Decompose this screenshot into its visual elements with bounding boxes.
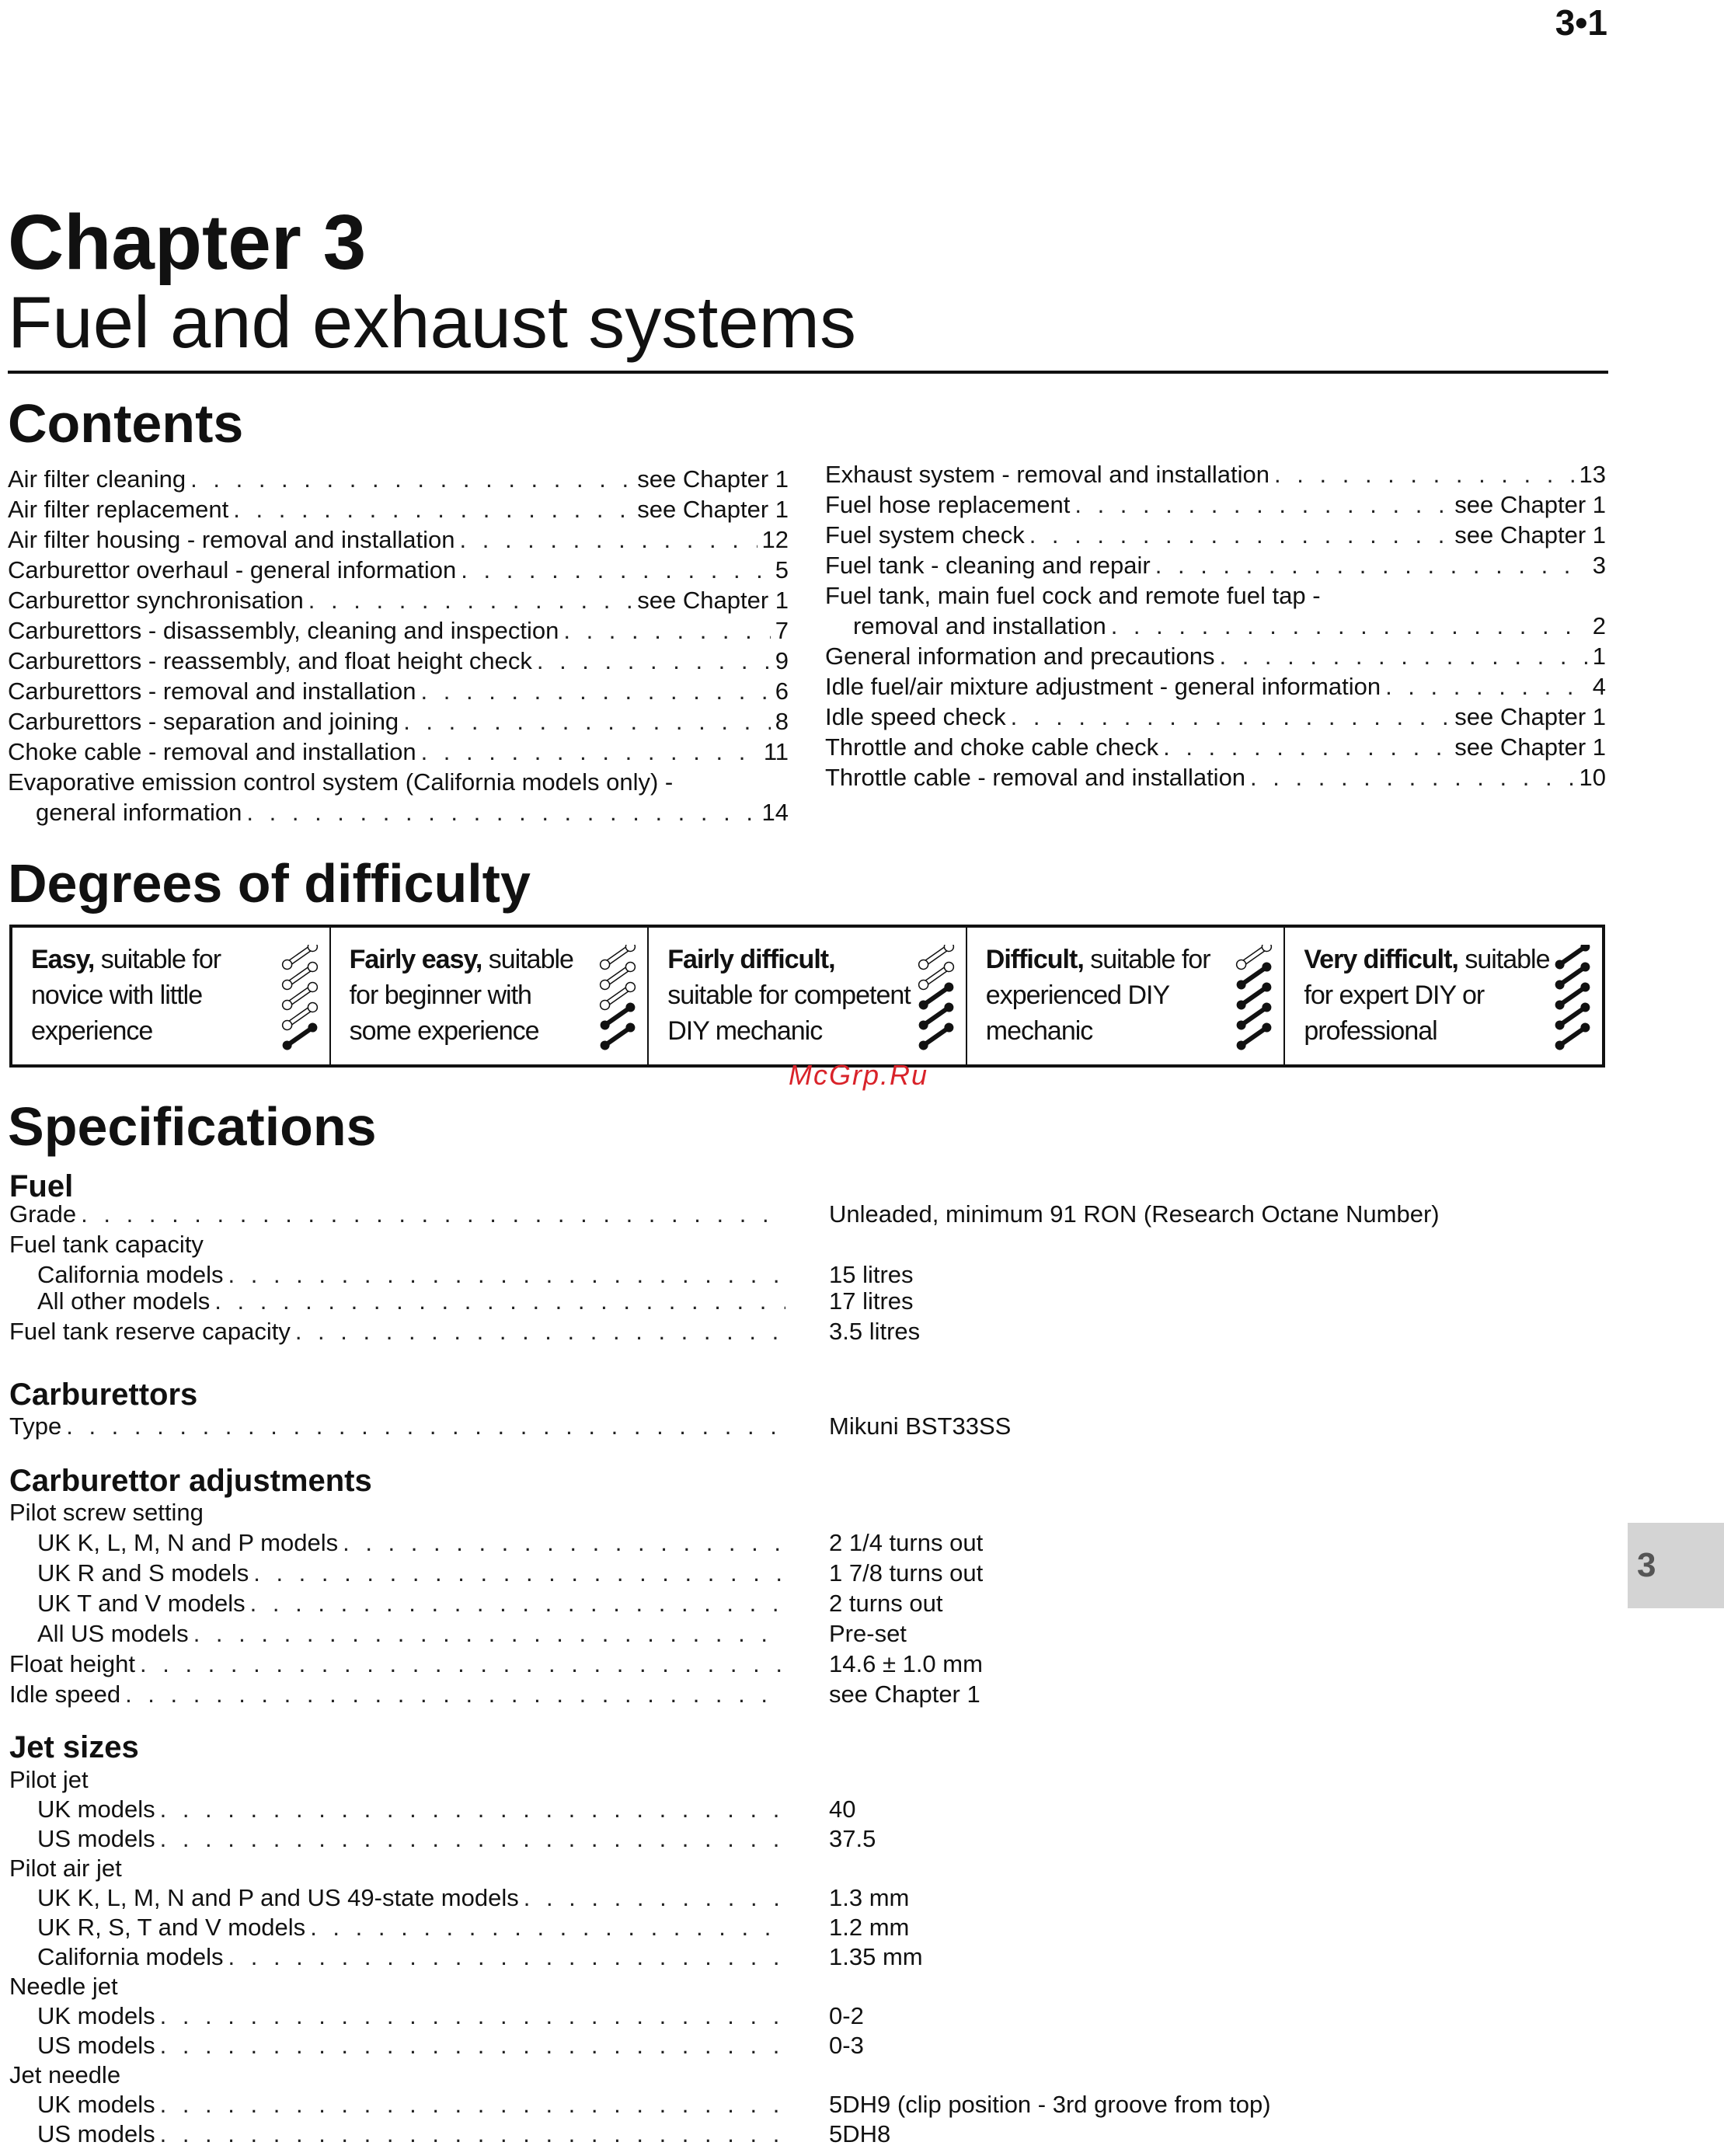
contents-entry xyxy=(8,736,789,766)
contents-entry-line xyxy=(8,766,789,796)
spec-label-wrap xyxy=(9,2061,790,2089)
spec-value: 40 xyxy=(829,1796,856,1823)
contents-entry-title: Air filter replacement xyxy=(8,496,229,523)
spec-row xyxy=(9,1851,1641,1883)
spec-row xyxy=(9,2058,1641,2089)
spec-value: 1 7/8 turns out xyxy=(829,1559,984,1587)
contents-entry-title: Carburettor overhaul - general information xyxy=(8,556,457,583)
spec-row xyxy=(9,1881,1641,1912)
dot-leader xyxy=(1219,643,1587,670)
spec-value: 5DH9 (clip position - 3rd groove from top) xyxy=(829,2091,1271,2118)
difficulty-scale xyxy=(9,925,1605,1068)
dot-leader xyxy=(563,617,770,645)
contents-entry-page: 10 xyxy=(1579,764,1606,791)
contents-entry-page: see Chapter 1 xyxy=(1454,733,1606,761)
dot-leader xyxy=(295,1318,785,1346)
dot-leader xyxy=(403,708,771,736)
spec-label: Grade xyxy=(9,1200,77,1228)
difficulty-level-text: suitable for expert DIY or professional xyxy=(1304,945,1550,1046)
contents-entry-title: Fuel tank - cleaning and repair xyxy=(825,552,1151,579)
spec-label: Idle speed xyxy=(9,1681,121,1708)
contents-entry-page: 9 xyxy=(775,647,789,674)
contents-entry-title: Carburettors - separation and joining xyxy=(8,708,399,735)
dot-leader xyxy=(1250,764,1574,792)
dot-leader xyxy=(193,1620,785,1648)
spec-row xyxy=(9,2029,1641,2060)
contents-entry xyxy=(825,519,1606,549)
difficulty-level-text: suitable for experienced DIY mechanic xyxy=(985,945,1210,1046)
contents-entry-line xyxy=(825,610,1606,640)
dot-leader xyxy=(1155,552,1588,580)
contents-entry xyxy=(825,489,1606,519)
specifications-heading: Specifications xyxy=(8,1096,377,1157)
contents-entry-page: see Chapter 1 xyxy=(637,587,789,614)
dot-leader xyxy=(160,2002,785,2030)
difficulty-level xyxy=(967,928,1286,1064)
dot-leader xyxy=(461,556,771,584)
spec-value: 37.5 xyxy=(829,1825,876,1852)
dot-leader xyxy=(214,1287,785,1315)
contents-entry-title: Carburettors - removal and installation xyxy=(8,677,416,705)
spec-row xyxy=(9,2117,1641,2148)
spec-label: All US models xyxy=(37,1620,189,1647)
dot-leader xyxy=(421,677,771,705)
spec-value: 1.2 mm xyxy=(829,1914,910,1941)
spec-label: US models xyxy=(37,2120,155,2147)
difficulty-level-text: suitable for novice with little experience xyxy=(31,945,221,1046)
spec-label-wrap xyxy=(9,2032,790,2060)
spec-row xyxy=(9,1228,1641,1259)
contents-entry-line xyxy=(8,796,789,827)
difficulty-level xyxy=(649,928,967,1064)
spec-label: Pilot jet xyxy=(9,1766,89,1793)
contents-entry-title: Choke cable - removal and installation xyxy=(8,738,416,765)
spec-value: see Chapter 1 xyxy=(829,1681,980,1708)
contents-entry xyxy=(825,731,1606,761)
spec-value: 14.6 ± 1.0 mm xyxy=(829,1650,983,1677)
spec-label-wrap xyxy=(9,1796,790,1823)
spec-label-wrap xyxy=(9,1914,790,1942)
spec-label: UK models xyxy=(37,2091,155,2118)
difficulty-level xyxy=(12,928,331,1064)
dot-leader xyxy=(190,465,632,493)
difficulty-level-text: suitable for competent DIY mechanic xyxy=(667,980,911,1046)
contents-entry-page: 4 xyxy=(1592,673,1606,700)
difficulty-level xyxy=(331,928,650,1064)
spec-row xyxy=(9,1197,1641,1228)
contents-entry-title: Idle speed check xyxy=(825,703,1006,730)
contents-entry-title: Fuel hose replacement xyxy=(825,491,1071,518)
spec-label-wrap xyxy=(9,1650,790,1678)
spec-value: 3.5 litres xyxy=(829,1318,921,1345)
contents-entry-page: 12 xyxy=(761,526,789,553)
spec-label-wrap xyxy=(9,1559,790,1587)
contents-entry-page: 6 xyxy=(775,677,789,705)
dot-leader xyxy=(140,1650,785,1678)
contents-entry xyxy=(825,701,1606,731)
spec-row xyxy=(9,1556,1641,1587)
contents-entry-title-continued: general information xyxy=(36,799,242,826)
spec-label: UK models xyxy=(37,2002,155,2029)
spec-row xyxy=(9,1763,1641,1794)
spec-value: 17 litres xyxy=(829,1287,914,1315)
spec-label: Jet needle xyxy=(9,2061,121,2088)
spec-label: California models xyxy=(37,1261,224,1288)
spec-label: Fuel tank capacity xyxy=(9,1231,204,1258)
dot-leader xyxy=(1111,612,1588,640)
dot-leader xyxy=(1385,673,1588,701)
dot-leader xyxy=(310,1914,785,1942)
contents-entry xyxy=(8,463,789,493)
spec-label: UK K, L, M, N and P and US 49-state models xyxy=(37,1884,519,1911)
chapter-side-tab xyxy=(1628,1523,1724,1608)
difficulty-heading: Degrees of difficulty xyxy=(8,853,531,914)
contents-entry-page: 3 xyxy=(1592,552,1606,579)
contents-entry-title: Idle fuel/air mixture adjustment - general information xyxy=(825,673,1381,700)
spec-label-wrap xyxy=(9,1412,790,1440)
spanner-rating-icon xyxy=(596,945,639,1057)
spec-group-title: Fuel xyxy=(9,1169,74,1203)
spec-label: Pilot air jet xyxy=(9,1855,122,1882)
difficulty-level-text: suitable for beginner with some experience xyxy=(349,945,573,1046)
spec-row xyxy=(9,1999,1641,2030)
dot-leader xyxy=(233,496,632,524)
contents-entry-title: Air filter housing - removal and installation xyxy=(8,526,455,553)
spec-label: Pilot screw setting xyxy=(9,1499,204,1526)
contents-heading: Contents xyxy=(8,393,244,454)
spec-label-wrap xyxy=(9,1681,790,1708)
difficulty-level-name: Difficult, xyxy=(985,945,1084,974)
dot-leader xyxy=(160,2091,785,2119)
spec-row xyxy=(9,1409,1641,1440)
spec-label-wrap xyxy=(9,1766,790,1794)
contents-entry-title: Carburettors - disassembly, cleaning and inspection xyxy=(8,617,559,644)
title-divider xyxy=(8,371,1608,374)
contents-entry-page: see Chapter 1 xyxy=(637,496,789,523)
spec-value: 0-2 xyxy=(829,2002,864,2029)
spec-label-wrap xyxy=(9,1499,790,1527)
spec-row xyxy=(9,1792,1641,1823)
contents-entry xyxy=(8,584,789,615)
contents-entry-page: 5 xyxy=(775,556,789,583)
contents-entry-page: 7 xyxy=(775,617,789,644)
contents-entry xyxy=(8,766,789,827)
spec-label-wrap xyxy=(9,2120,790,2148)
difficulty-description xyxy=(986,942,1235,1049)
contents-entry-page: see Chapter 1 xyxy=(1454,491,1606,518)
contents-entry-title: Throttle and choke cable check xyxy=(825,733,1159,761)
difficulty-level-name: Fairly easy, xyxy=(349,945,482,974)
contents-entry xyxy=(8,493,789,524)
spec-label-wrap xyxy=(9,2091,790,2119)
difficulty-description xyxy=(31,942,280,1049)
spec-row xyxy=(9,1970,1641,2001)
page-number: 3•1 xyxy=(1555,2,1607,43)
contents-entry-page: see Chapter 1 xyxy=(637,465,789,493)
spec-label: Float height xyxy=(9,1650,135,1677)
contents-entry-title: Air filter cleaning xyxy=(8,465,186,493)
spec-label-wrap xyxy=(9,2002,790,2030)
contents-entry-page: see Chapter 1 xyxy=(1454,703,1606,730)
dot-leader xyxy=(228,1943,786,1971)
contents-entry xyxy=(8,705,789,736)
spec-row xyxy=(9,1496,1641,1527)
dot-leader xyxy=(421,738,759,766)
contents-entry-title: Fuel system check xyxy=(825,521,1025,549)
dot-leader xyxy=(250,1590,785,1618)
contents-list-right xyxy=(825,458,1606,792)
spec-label: US models xyxy=(37,1825,155,1852)
spanner-rating-icon xyxy=(1551,945,1594,1057)
spec-label: All other models xyxy=(37,1287,211,1315)
dot-leader xyxy=(160,1796,785,1823)
spec-group-title: Jet sizes xyxy=(9,1730,139,1764)
contents-entry-title: Fuel tank, main fuel cock and remote fuel tap - xyxy=(825,582,1321,609)
contents-entry-title: General information and precautions xyxy=(825,643,1215,670)
dot-leader xyxy=(160,2032,785,2060)
spec-value: Mikuni BST33SS xyxy=(829,1412,1012,1440)
watermark: McGrp.Ru xyxy=(789,1059,929,1091)
spec-value: 5DH8 xyxy=(829,2120,891,2147)
contents-entry xyxy=(8,675,789,705)
contents-entry-title: Carburettors - reassembly, and float height check xyxy=(8,647,532,674)
difficulty-description xyxy=(1304,942,1552,1049)
dot-leader xyxy=(66,1412,785,1440)
spec-label: UK R and S models xyxy=(37,1559,249,1587)
spec-value: 15 litres xyxy=(829,1261,914,1288)
contents-entry-page: 13 xyxy=(1579,461,1606,488)
spec-label-wrap xyxy=(9,1620,790,1648)
spec-row xyxy=(9,1526,1641,1557)
spec-label-wrap xyxy=(9,1529,790,1557)
dot-leader xyxy=(125,1681,785,1708)
spec-label: UK R, S, T and V models xyxy=(37,1914,306,1941)
spec-value: 2 turns out xyxy=(829,1590,943,1617)
dot-leader xyxy=(537,647,771,675)
dot-leader xyxy=(343,1529,785,1557)
contents-entry xyxy=(825,458,1606,489)
spec-value: 2 1/4 turns out xyxy=(829,1529,984,1556)
contents-entry xyxy=(825,580,1606,640)
dot-leader xyxy=(253,1559,785,1587)
spec-label: Needle jet xyxy=(9,1973,118,2000)
spec-label: US models xyxy=(37,2032,155,2059)
contents-entry-page: 1 xyxy=(1592,643,1606,670)
contents-entry xyxy=(8,615,789,645)
dot-leader xyxy=(1011,703,1451,731)
contents-entry-page: see Chapter 1 xyxy=(1454,521,1606,549)
spec-value: 0-3 xyxy=(829,2032,864,2059)
dot-leader xyxy=(160,1825,785,1853)
spec-label: UK models xyxy=(37,1796,155,1823)
contents-entry xyxy=(825,549,1606,580)
spec-value: Unleaded, minimum 91 RON (Research Octane Number) xyxy=(829,1200,1440,1228)
dot-leader xyxy=(1274,461,1574,489)
contents-entry xyxy=(825,761,1606,792)
spec-label-wrap xyxy=(9,1855,790,1883)
contents-entry xyxy=(8,554,789,584)
contents-list-left xyxy=(8,463,789,827)
dot-leader xyxy=(524,1884,785,1912)
spec-row xyxy=(9,1587,1641,1618)
spec-row xyxy=(9,1677,1641,1708)
chapter-subtitle: Fuel and exhaust systems xyxy=(8,281,856,363)
contents-entry-page: 14 xyxy=(761,799,789,826)
difficulty-description xyxy=(667,942,916,1049)
dot-leader xyxy=(1163,733,1450,761)
dot-leader xyxy=(460,526,758,554)
spec-value: Pre-set xyxy=(829,1620,907,1647)
spec-label-wrap xyxy=(9,1287,790,1315)
spec-label-wrap xyxy=(9,1973,790,2001)
contents-entry-line xyxy=(825,580,1606,610)
chapter-title: Chapter 3 xyxy=(8,199,367,286)
contents-entry xyxy=(8,645,789,675)
spec-row xyxy=(9,1647,1641,1678)
spanner-rating-icon xyxy=(1232,945,1276,1057)
difficulty-level xyxy=(1285,928,1602,1064)
dot-leader xyxy=(160,2120,785,2148)
spec-label-wrap xyxy=(9,1825,790,1853)
spec-label: Type xyxy=(9,1412,62,1440)
contents-entry-title: Carburettor synchronisation xyxy=(8,587,304,614)
spec-label-wrap xyxy=(9,1590,790,1618)
spec-label-wrap xyxy=(9,1200,790,1228)
spec-group-title: Carburettor adjustments xyxy=(9,1464,372,1498)
spec-label: California models xyxy=(37,1943,224,1970)
spec-label-wrap xyxy=(9,1318,790,1346)
contents-entry-title: Evaporative emission control system (California models only) - xyxy=(8,768,674,796)
contents-entry-page: 2 xyxy=(1592,612,1606,639)
spec-label: UK K, L, M, N and P models xyxy=(37,1529,339,1556)
contents-entry-page: 8 xyxy=(775,708,789,735)
spec-row xyxy=(9,1940,1641,1971)
spec-row xyxy=(9,1617,1641,1648)
difficulty-description xyxy=(350,942,598,1049)
dot-leader xyxy=(81,1200,785,1228)
difficulty-level-name: Fairly difficult, xyxy=(667,945,835,974)
contents-entry-page: 11 xyxy=(763,738,789,765)
chapter-side-tab-label: 3 xyxy=(1637,1546,1656,1584)
contents-entry xyxy=(8,524,789,554)
spec-group-title: Carburettors xyxy=(9,1378,198,1412)
contents-entry-title-continued: removal and installation xyxy=(853,612,1106,639)
spec-row xyxy=(9,1822,1641,1853)
spec-label-wrap xyxy=(9,1231,790,1259)
spec-label-wrap xyxy=(9,1943,790,1971)
difficulty-level-name: Easy, xyxy=(31,945,95,974)
spec-label: Fuel tank reserve capacity xyxy=(9,1318,291,1345)
contents-entry xyxy=(825,670,1606,701)
dot-leader xyxy=(246,799,757,827)
dot-leader xyxy=(308,587,632,615)
spec-value: 1.35 mm xyxy=(829,1943,923,1970)
spec-label: UK T and V models xyxy=(37,1590,246,1617)
spanner-rating-icon xyxy=(278,945,322,1057)
spec-row xyxy=(9,2088,1641,2119)
contents-entry xyxy=(825,640,1606,670)
spec-row xyxy=(9,1315,1641,1346)
dot-leader xyxy=(1029,521,1451,549)
dot-leader xyxy=(1074,491,1450,519)
spec-label-wrap xyxy=(9,1884,790,1912)
spec-row xyxy=(9,1284,1641,1315)
difficulty-level-name: Very difficult, xyxy=(1304,945,1458,974)
spec-row xyxy=(9,1910,1641,1942)
spec-value: 1.3 mm xyxy=(829,1884,910,1911)
contents-entry-title: Exhaust system - removal and installation xyxy=(825,461,1270,488)
contents-entry-title: Throttle cable - removal and installation xyxy=(825,764,1246,791)
spanner-rating-icon xyxy=(914,945,958,1057)
